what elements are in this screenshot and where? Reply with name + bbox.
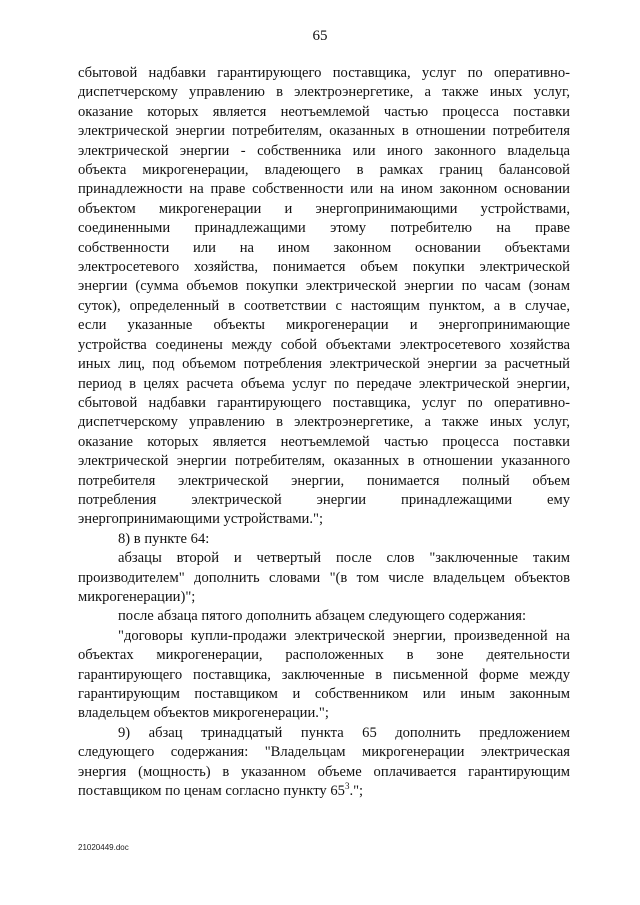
text-line: объекта микрогенерации, владеющего в рамках границ балансовой [78, 162, 570, 179]
text-line: объектом микрогенерации и энергопринимающими устройствами, [78, 200, 570, 217]
document-body [78, 64, 570, 801]
text-line: энергии (сумма объемов покупки электрической энергии по часам (зонам [78, 278, 570, 295]
text-line: период в целях расчета объема услуг по передаче электрической энергии, [78, 375, 570, 392]
superscript-index: 3 [344, 781, 350, 792]
text-line: сбытовой надбавки гарантирующего поставщика, услуг по оперативно- [78, 394, 570, 411]
text-line: объектах микрогенерации, расположенных в зоне деятельности [78, 647, 570, 664]
text-fragment: поставщиком по ценам согласно пункту 65 [78, 783, 345, 800]
text-line: принадлежности на праве собственности или на ином законном основании [78, 181, 570, 198]
text-line: собственности или на ином законном основании объектами [78, 239, 570, 256]
text-line: следующего содержания: "Владельцам микрогенерации электрическая [78, 744, 570, 761]
text-line: энергия (мощность) в указанном объеме оплачивается гарантирующим [78, 763, 570, 780]
text-line: гарантирующего поставщика, заключенные в письменной форме между [78, 666, 570, 683]
text-line: оказание которых является неотъемлемой частью процесса поставки [78, 433, 570, 450]
text-line: потребителя электрической энергии, понимается полный объем [78, 472, 570, 489]
text-line: диспетчерскому управлению в электроэнергетике, а также иных услуг, [78, 414, 570, 431]
text-line: "договоры купли-продажи электрической энергии, произведенной на [118, 627, 570, 644]
file-name-footer: 21020449.doc [78, 843, 129, 852]
text-line: электрической энергии потребителям, оказанных в отношении потребителя [78, 123, 570, 140]
text-line-last [78, 782, 570, 801]
text-line: иных лиц, под объемом потребления электрической энергии за расчетный [78, 356, 570, 373]
text-line: оказание которых является неотъемлемой частью процесса поставки [78, 103, 570, 120]
text-line: диспетчерскому управлению в электроэнергетике, а также иных услуг, [78, 84, 570, 101]
text-line: абзацы второй и четвертый после слов "заключенные таким [118, 550, 570, 567]
page-number: 65 [312, 28, 328, 44]
text-line: сбытовой надбавки гарантирующего поставщика, услуг по оперативно- [78, 65, 570, 81]
text-line: микрогенерации)"; [78, 588, 196, 605]
text-line: электрической энергии потребителям, оказанных в отношении указанного [78, 453, 570, 470]
text-line: электрической энергии - собственника или иного законного владельца [78, 142, 570, 159]
text-line: устройства соединены между собой объектами электросетевого хозяйства [78, 336, 570, 353]
text-line: владельцем объектов микрогенерации."; [78, 705, 329, 722]
text-line: если указанные объекты микрогенерации и энергопринимающие [78, 317, 570, 334]
text-line: гарантирующим поставщиком и собственником или иным законным [78, 686, 570, 702]
text-line: потребления электрической энергии принадлежащими ему [78, 491, 570, 508]
text-line: 8) в пункте 64: [118, 530, 210, 547]
text-line: после абзаца пятого дополнить абзацем следующего содержания: [118, 608, 526, 625]
text-line: 9) абзац тринадцатый пункта 65 дополнить предложением [118, 724, 570, 741]
text-line: электросетевого хозяйства, понимается объем покупки электрической [78, 259, 570, 276]
text-line: суток), определенный в соответствии с настоящим пунктом, а в случае, [78, 297, 570, 314]
text-line: энергопринимающими устройствами."; [78, 511, 324, 528]
text-line: соединенными принадлежащими этому потребителю на праве [78, 220, 570, 237]
text-line: производителем" дополнить словами "(в том числе владельцем объектов [78, 569, 570, 586]
text-fragment: ."; [349, 783, 364, 800]
